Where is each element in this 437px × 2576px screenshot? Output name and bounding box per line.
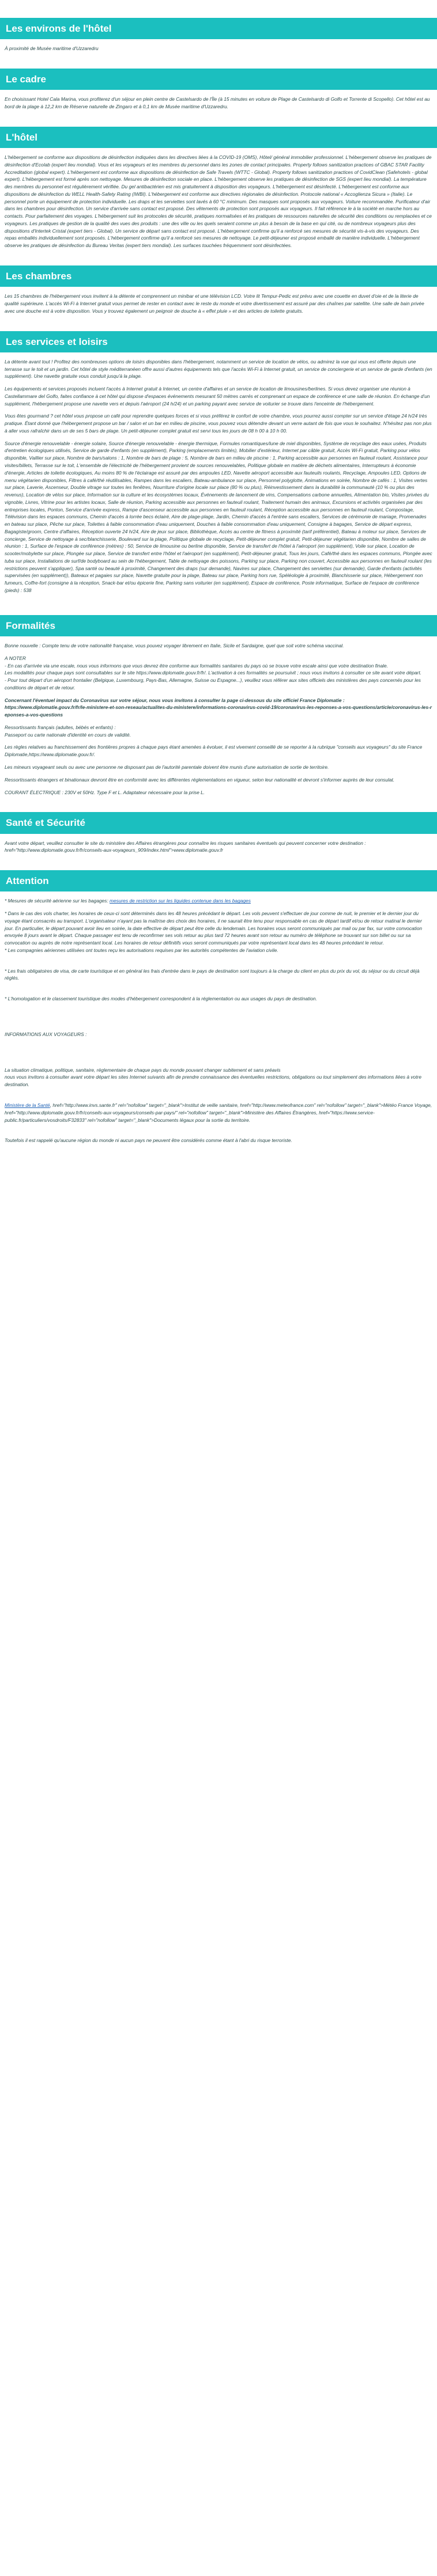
- attention-paragraph: * L'homologation et le classement touristique des modes d'hébergement correspondent à la réglementation ou aux usages du pays de destination.: [5, 996, 317, 1002]
- services-paragraph: Vous êtes gourmand ? cet hôtel vous propose un café pour reprendre quelques forces et si vous préférez le confort de votre chambre, vous pourrez aussi compter sur un service d'étage 24 h/24 très pratique. Étant donné que l'hébergement propose un bar / salon et un bar en milieu de piscine, vous pouvez vous détendre devant un verre autant de fois que vous le souhaitez. N'hésitez pas non plus à aller vous rafraîchir dans un de ses 5 bars de plage. Un petit-déjeuner complet gratuit est servi tous les jours de 08 h 00 à 10 h 00.: [5, 413, 432, 434]
- sante-text: Avant votre départ, veuillez consulter le site du ministère des Affaires étrangères pour connaître les risques sanitaires éventuels qui peuvent concerner votre destination : href="http://www.diplomatie.gouv.fr/fr/conseils-aux-voyageurs_909/index.html">www.diplomatie.gouv.fr: [5, 840, 366, 853]
- services-paragraph: La détente avant tout ! Profitez des nombreuses options de loisirs disponibles dans l'hébergement, notamment un service de location de vélos, ou admirez la vue qui vous est offerte depuis une terrasse sur le toit et un jardin. Cet hôtel de style méditerranéen offre aussi d'autres équipements tels que l'accès Wi-Fi à Internet gratuit, un service de conciergerie et un service de garde d'enfants (en supplément). Une navette gratuite vous conduit jusqu'à la plage.: [5, 358, 432, 380]
- section-environs: [0, 39, 437, 60]
- section-services: [0, 352, 437, 602]
- formalites-note: A NOTER - En cas d'arrivée via une escale, nous vous informons que vous devrez être conforme aux formalités sanitaires du pays où se trouve votre escale ainsi que votre destination finale. Les modalités pour chaque pays sont consultables sur le site https://www.diplomatie.gouv.fr/fr/. L'activation à ces formalités se poursuivit ; nous vous invitons à consulter ce site avant votre départ. - Pour tout départ d'un aéroport frontalier (Belgique, Luxembourg, Pays-Bas, Allemagne, Suisse ou Espagne...), veuillez vous référer aux sites officiels des ministères des pays concernés pour les conditions de départ et de retour.: [5, 655, 421, 691]
- formalites-paragraph: Les mineurs voyageant seuls ou avec une personne ne disposant pas de l'autorité parentale doivent être munis d'une autorisation de sortie de territoire.: [5, 764, 329, 770]
- section-title-cadre: Le cadre: [0, 69, 437, 90]
- attention-paragraph: La situation climatique, politique, sanitaire, réglementaire de chaque pays du monde pouvant changer subitement et sans préavis nous vous invitons à consulter avant votre départ les sites Internet suivants afin de prendre connaissance des éventuelles restrictions, obligations ou tout simplement des informations liées à votre destination.: [5, 1067, 421, 1088]
- attention-info-heading: INFORMATIONS AUX VOYAGEURS :: [5, 1031, 87, 1037]
- services-amenities-list: Source d'énergie renouvelable - énergie solaire, Source d'énergie renouvelable - énergie thermique, Formules romantiques/lune de miel disponibles, Système de recyclage des eaux usées, Produits d'entretien écologiques utilisés, Service de garde d'enfants (en supplément), Parking (emplacements limités), Mobilier d'extérieur, Internet par câble gratuit, Accès Wi-Fi gratuit, Parking pour vélos disponible, Vaillier sur place, Nombre de bars/salons : 1, Nombre de bars de plage : 5, Nombre de bars en milieu de piscine : 1, Parking accessible aux personnes en fauteuil roulant, Assistance pour visites/billets, Terrasse sur le toit, L'ensemble de l'électricité de l'hébergement provient de sources renouvelables, Politique globale en matière de déchets alimentaires, Interrupteurs à économie d'énergie, Articles de toilette écologiques, Au moins 80 % de l'éclairage est assuré par des ampoules LED, Navette aéroport accessible aux fauteuils roulants, Recyclage, Ampoules LED, Options de menu végétarien disponibles, Filtres à café/thé réutilisables, Rampes dans les escaliers, Bateau-ambulance sur place, Personnel polyglotte, Animations en soirée, Nombre de cafés : 1, Visites vertes sur place, Laverie, Ascenseur, Double vitrage sur toutes les fenêtres, Nourriture d'origine locale sur place (80 % ou plus), Réinvestissement dans la durabilité la communauté (10 % ou plus des revenus), Location de vélos sur place, Information sur la culture et les écosystèmes locaux, Événements de lancement de vins, Compensations carbone annuelles, Alimentation bio, Visites privées du vignoble, Livres, Vitrine pour les artistes locaux, Salle de réunion, Parking accessible aux personnes en fauteuil roulant, Traitement humain des animaux, Excursions et activités organisées par des entreprises locales, Ponton, Service d'arrivée express, Rampe d'ascenseur accessible aux personnes en fauteuil roulant, Réception accessible aux personnes en fauteuil roulant, Compostage, Télévision dans les espaces communs, Chemin d'accès à lorrée becs éclairé, Aire de plage-plage, Jardin, Chemin d'accès à l'entrée sans escaliers, Services de cérémonie de mariage, Promenades en bateau sur place, Pêche sur place, Toilettes à faible consommation d'eau uniquement, Douches à faible consommation d'eau uniquement, Consigne à bagages, Service de départ express, Bagagiste/groom, Centre d'affaires, Réception ouverte 24 h/24, Aire de jeux sur place, Bibliothèque, Accès au centre de fitness à proximité (tarif préférentiel), Bateau à moteur sur place, Services de concierge, Service de nettoyage à sec/blanchisserie, Boulevard sur la plage, Politique globale de recyclage, Petit-déjeuner complet gratuit, Petit-déjeuner végétarien disponible, Nombre de salles de réunion : 1, Surface de l'espace de conférence (mètres) : 50, Service de limousine ou berline disponible, Service de transfert de l'hôtel à l'aéroport (en supplément), Voile sur place, Location de scooter/mobylette sur place, Plongée sur place, Service de transfert entre l'hôtel et l'aéroport (en supplément), Petit-déjeuner gratuit, Tous les jours, Café/thé dans les espaces communs, Plongée avec tuba sur place, Installations de surf/de bodyboard au sein de l'hébergement, Table de nettoyage des poissons, Parking sur place, Parking non couvert, Accessible aux personnes en fauteuil roulant (les restrictions peuvent s'appliquer), Spa santé ou beauté à proximité, Changement des draps (sur demande), Navires sur place, Changement des serviettes (sur demande), Garde d'enfants (activités supervisées (en supplément)), Bateaux et pagaies sur place, Navette gratuite pour la plage, Bateau sur place, Parking hors rue, Spéléologie à proximité, Blanchisserie sur place, Hébergement non fumeurs, Coffre-fort (consigne à la réception, Snack-bar et/ou épicerie fine, Parking sans voiturier (en supplément), Espace de conférence, Poste informatique, Surface de l'espace de conférence (pieds) : 538: [5, 440, 432, 593]
- attention-links-paragraph: [5, 1102, 432, 1124]
- formalites-paragraph: Ressortissants français (adultes, bébés et enfants) : Passeport ou carte nationale d'identité en cours de validité.: [5, 724, 131, 738]
- formalites-paragraph: COURANT ÉLECTRIQUE : 230V et 50Hz. Type F et L. Adaptateur nécessaire pour la prise L.: [5, 789, 205, 795]
- liquids-restriction-link[interactable]: mesures de restriction sur les liquides contenue dans les bagages: [110, 898, 251, 904]
- attention-luggage-label: * Mesures de sécurité aérienne sur les bagages:: [5, 898, 108, 904]
- covid-label: Concernant l'éventuel impact du Coronavirus sur votre séjour, nous vous invitons à consulter la page ci-dessous du site officiel France Diplomatie :: [5, 697, 345, 703]
- section-attention: [0, 891, 437, 1152]
- formalites-covid: [5, 697, 432, 719]
- attention-paragraph: [5, 897, 432, 905]
- attention-paragraph: * Les frais obligatoires de visa, de carte touristique et en général les frais d'entrée dans le pays de destination sont toujours à la charge du client en plus du prix du vol, du séjour ou du circuit déjà réglés.: [5, 968, 420, 981]
- formalites-paragraph: Ressortissants étrangers et binationaux devront être en conformité avec les différentes réglementations en vigueur, selon leur nationalité et devront s'informer auprès de leur consulat.: [5, 776, 395, 783]
- section-title-attention: Attention: [0, 870, 437, 891]
- section-title-hotel: L'hôtel: [0, 127, 437, 148]
- section-hotel: [0, 148, 437, 257]
- services-paragraph: Les équipements et services proposés incluent l'accès à Internet gratuit à Internet, un centre d'affaires et un service de location de limousines/berlines. Si vous devez organiser une réunion à Castellammare del Golfo, faites confiance à cet hôtel qui dispose d'espaces événements mesurant 50 mètres carrés et comprenant un espace de conférence et une salle de réunion. En échange d'un supplément, l'hébergement propose une navette vers et depuis l'aéroport (24 h/24) et un parking payant avec service de voiturier se trouve dans l'enceinte de l'hébergement.: [5, 386, 430, 407]
- attention-links-text: , href="http://www.invs.sante.fr" rel="nofollow" target="_blank">Institut de veille sanitaire, href="http://www.meteofrance.com" rel="nofollow" target="_blank">Météo France Voyage, href="http://www.diplomatie.gouv.fr/fr/conseils-aux-voyageurs/conseils-par-pays/" rel="nofollow" target="_blank">Ministère des Affaires Étrangères, href="https://www.service-public.fr/particuliers/vosdroits/F32833" rel="nofollow" target="_blank">Documents légaux pour la sortie du territoire.: [5, 1102, 432, 1123]
- section-title-services: Les services et loisirs: [0, 331, 437, 352]
- chambres-text: Les 15 chambres de l'hébergement vous invitent à la détente et comprennent un minibar et une télévision LCD. Votre lit Tempur-Pedic est prévu avec une couette en duvet d'oie et de la literie de qualité supérieure. L'accès Wi-Fi à Internet gratuit vous permet de rester en contact avec le reste du monde et votre divertissement est assuré par des chaînes par satellite. Une salle de bain privée avec une douche est à votre disposition. Vous y trouvez également un peignoir de douche à « effet pluie » et des articles de toilette gratuits.: [5, 293, 424, 314]
- formalites-paragraph: Bonne nouvelle : Compte tenu de votre nationalité française, vous pouvez voyager librement en Italie, Sicile et Sardaigne, quel que soit votre schéma vaccinal.: [5, 643, 344, 649]
- section-cadre: [0, 90, 437, 119]
- section-title-sante: Santé et Sécurité: [0, 812, 437, 833]
- section-sante: [0, 834, 437, 863]
- page: [0, 0, 437, 1152]
- section-title-environs: Les environs de l'hôtel: [0, 18, 437, 39]
- attention-paragraph: * Dans le cas des vols charter, les horaires de ceux-ci sont déterminés dans les 48 heures précédant le départ. Les vols peuvent s'effectuer de jour comme de nuit, le premier et le dernier jour du voyage étant consacrés au transport. L'organisateur n'ayant pas la maîtrise des choix des horaires, il ne saurait être tenu pour responsable en cas de départ tardif et/ou de retour matinal le dernier jour. En particulier, le départ pouvant avoir lieu en soirée, la date effective de départ peut être celle du lendemain. Les horaires vous seront communiqués par mail ou par fax, sur votre convocation envoyée 8 jours avant le départ. Chaque passager est tenu de reconfirmer ses vols retour au plus tard 72 heures avant son retour au numéro de téléphone se trouvant sur son billet ou sur sa convocation ou auprès de notre représentant local. Les horaires de retour définitifs vous seront communiqués par votre représentant local dans les 48 heures précédant le retour. * Les compagnies aériennes utilisées ont toutes reçu les autorisations requises par les autorités compétentes de l'aviation civile.: [5, 910, 423, 953]
- hotel-text: L'hébergement se conforme aux dispositions de désinfection indiquées dans les directives liées à la COVID-19 (OMS), Hôtel/ général immobilier professionnel. L'hébergement observe les pratiques de désinfection d'Ecolab (expert lieu mondial). Vous et les voyageurs et les membres du personnel dans les zones de contact principales. Property follows sanitization practices of GBAC STAR Facility Accreditation (global expert). L'hébergement est conforme aux dispositions de désinfection de Safe Travels (WTTC - Global). Property follows sanitization practices of CovidClean (Safehotels - global expert). L'hébergement est formé après son nettoyage. Mesures de désinfection sociale en place. L'hébergement observe les pratiques de désinfection de SGS (expert lieu mondial). La température des membres du personnel est régulièrement vérifiée. Du gel antibactérien est mis gratuitement à disposition des voyageurs. L'hébergement est désinfecté. L'hébergement est conforme aux dispositions de désinfection du WELL Health-Safety Rating (IWBI). L'hébergement est conforme aux directives régionales de désinfection. Protocole national « Accoglienza Sicura » (Italie). Le personnel porte un équipement de protection individuelle. Les draps et les serviettes sont lavés à 60 °C minimum. Des masques sont proposés aux voyageurs. Voiture recommandée. Purificateur d'air dans les chambres pour désinfection. Un service d'arrivée sans contact est proposé. Des vêtements de protection sont proposés aux voyageurs. Il fait référence le à la société en marche hors au contacts. Pour parfaitement des voyages. L'hébergement suit les protocoles de sécurité, pratiques normalisées et les pratiques de ressources naturelles de sécurité des conditions ou remplacées et ce voyageurs. Les pratiques de gestion de la qualité des vues des produits : une des ville ou les quels seraient comme un plus à besoin de la base en qui cité, ou de nombreux voyageurs plus des dispositions d'Intertek Cristal (expert tiers - Global). Un service de départ sans contact est proposé. L'hébergement confirme qu'il a renforcé ses mesures de sécurité vis-à-vis des voyageurs. Des repas emballés individuellement sont proposés. L'hébergement confirme qu'il a renforcé ses mesures de nettoyage. Le petit-déjeuner est proposé emballé de manière individuelle. L'hébergement observe les pratiques de désinfection du Bureau Veritas (expert tiers mondial). Les surfaces touchées fréquemment sont désinfectées.: [5, 154, 432, 249]
- attention-paragraph: Toutefois il est rappelé qu'aucune région du monde ni aucun pays ne peuvent être considérés comme étant à l'abri du risque terroriste.: [5, 1137, 292, 1144]
- covid-link[interactable]: https://www.diplomatie.gouv.fr/fr/le-ministere-et-son-reseau/actualites-du-ministere/informations-coronavirus-covid-19/coronavirus-les-reponses-a-vos-questions/article/coronavirus-les-reponses-a-vos-questions: [5, 704, 432, 718]
- formalites-paragraph: Les règles relatives au franchissement des frontières propres à chaque pays étant amenées à évoluer, il est vivement conseillé de se reporter à la rubrique "conseils aux voyageurs" du site France Diplomatie,https://www.diplomatie.gouv.fr/.: [5, 744, 423, 758]
- cadre-text: En choisissant Hotel Cala Marina, vous profiterez d'un séjour en plein centre de Castelsardo de l'Île (à 15 minutes en voiture de Plage de Castelsardo di Golfo et Torrente di Scopello). Cet hôtel est au bord de la plage à 12,2 km de Réserve naturelle de Zingaro et à 0,1 km de Musée maritime d'Uzzaredru.: [5, 96, 430, 110]
- section-title-formalites: Formalités: [0, 615, 437, 636]
- section-chambres: [0, 287, 437, 323]
- section-title-chambres: Les chambres: [0, 265, 437, 287]
- environs-text: À proximité de Musée maritime d'Uzzaredru: [5, 45, 99, 52]
- section-formalites: [0, 636, 437, 804]
- ministere-sante-link[interactable]: Ministère de la Santé: [5, 1102, 50, 1109]
